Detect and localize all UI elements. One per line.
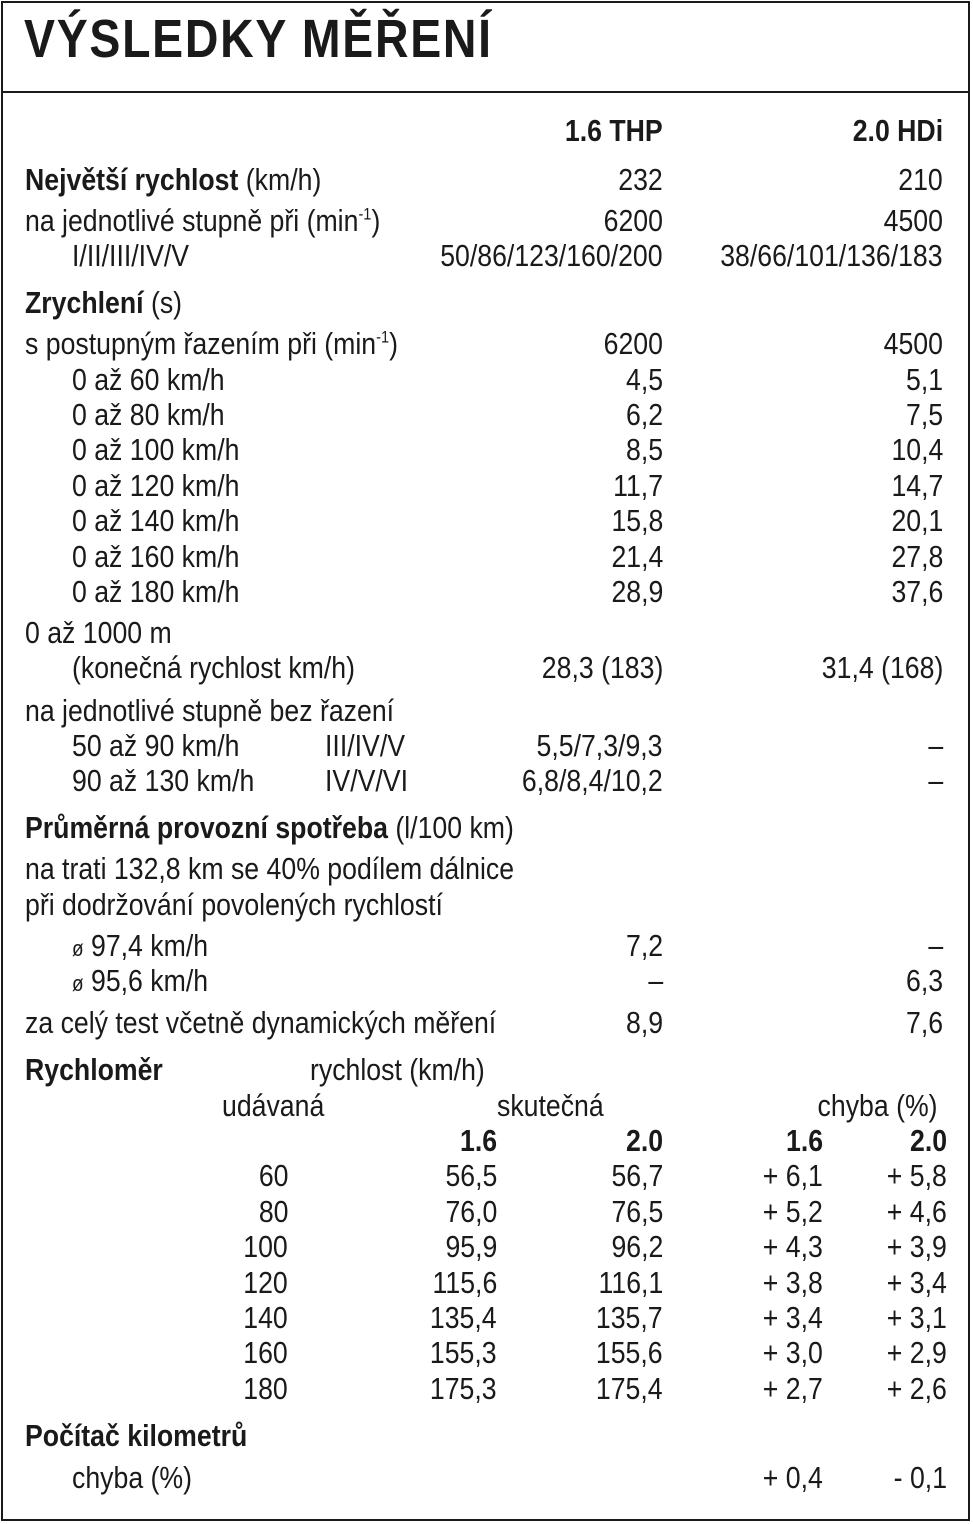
no-shift-row-label: 90 až 130 km/h — [72, 763, 255, 798]
speedometer-actual-1: 135,4 — [430, 1300, 497, 1335]
speedometer-error-1: + 4,3 — [762, 1229, 823, 1264]
acceleration-row-label: 0 až 160 km/h — [72, 539, 240, 574]
acceleration-row-value-1: 6,2 — [625, 397, 663, 432]
no-shift-row-value-2: – — [928, 728, 943, 763]
max-speed-value-1: 232 — [618, 162, 663, 197]
acceleration-label: Zrychlení — [25, 285, 144, 320]
no-shift-row-value-2: – — [928, 763, 943, 798]
acceleration-shift-sup: -1 — [376, 327, 390, 347]
acceleration-row-value-2: 10,4 — [891, 432, 943, 467]
acceleration-row-value-1: 8,5 — [625, 432, 663, 467]
speedometer-error-1: + 3,4 — [762, 1300, 823, 1335]
consumption-row-value-1: 7,2 — [625, 928, 663, 963]
speedometer-actual-1: 115,6 — [432, 1265, 497, 1300]
speedometer-indicated: 100 — [243, 1229, 288, 1264]
speedometer-indicated-label: udávaná — [222, 1088, 325, 1123]
acceleration-row-value-1: 4,5 — [625, 362, 663, 397]
speedometer-header-actual-2: 2.0 — [625, 1123, 663, 1158]
acceleration-shift-close: ) — [389, 326, 399, 361]
speedometer-actual-2: 96,2 — [611, 1229, 663, 1264]
speedometer-error-2: + 3,9 — [886, 1229, 947, 1264]
acceleration-shift-row — [25, 327, 398, 361]
consumption-row-speed: 95,6 km/h — [90, 963, 209, 998]
speedometer-error-label: chyba (%) — [817, 1088, 938, 1123]
max-speed-unit: (km/h) — [245, 162, 322, 197]
consumption-desc-line-2: při dodržování povolených rychlostí — [25, 887, 443, 922]
speedometer-speed-label: rychlost (km/h) — [310, 1052, 485, 1087]
speedometer-indicated: 80 — [258, 1194, 288, 1229]
speedometer-header-error-2: 2.0 — [909, 1123, 947, 1158]
acceleration-row-label: 0 až 180 km/h — [72, 574, 240, 609]
speedometer-actual-2: 135,7 — [596, 1300, 663, 1335]
acceleration-unit: (s) — [150, 285, 183, 320]
speedometer-actual-2: 116,1 — [598, 1265, 663, 1300]
consumption-desc-line-1: na trati 132,8 km se 40% podílem dálnice — [25, 851, 515, 886]
consumption-row-label — [72, 929, 208, 966]
speedometer-actual-1: 175,3 — [430, 1371, 497, 1406]
no-shift-row-label: 50 až 90 km/h — [72, 728, 240, 763]
odometer-error-label: chyba (%) — [72, 1460, 193, 1495]
max-speed-label: Největší rychlost — [25, 162, 239, 197]
max-speed-rpm-1: 6200 — [603, 203, 663, 238]
acceleration-row-value-1: 21,4 — [611, 539, 663, 574]
acceleration-rpm-1: 6200 — [603, 326, 663, 361]
speedometer-actual-2: 155,6 — [596, 1335, 663, 1370]
acceleration-rpm-2: 4500 — [883, 326, 943, 361]
speedometer-actual-2: 56,7 — [611, 1158, 663, 1193]
max-speed-gear-close: ) — [371, 203, 381, 238]
max-speed-gears-1: 50/86/123/160/200 — [440, 238, 663, 273]
max-speed-gears-2: 38/66/101/136/183 — [720, 238, 943, 273]
acceleration-row-label: 0 až 140 km/h — [72, 503, 240, 538]
no-shift-row-gears: III/IV/V — [325, 728, 406, 763]
consumption-row-speed: 97,4 km/h — [90, 928, 209, 963]
max-speed-gear-row — [25, 204, 380, 238]
speedometer-actual-1: 56,5 — [445, 1158, 497, 1193]
max-speed-gear-sup: -1 — [358, 204, 372, 224]
consumption-label: Průměrná provozní spotřeba — [25, 810, 388, 845]
speedometer-error-1: + 6,1 — [762, 1158, 823, 1193]
acceleration-row-label: 0 až 80 km/h — [72, 397, 225, 432]
acceleration-row-value-2: 14,7 — [891, 468, 943, 503]
acceleration-row-label: 0 až 60 km/h — [72, 362, 225, 397]
acceleration-row-value-1: 28,9 — [611, 574, 663, 609]
km-sprint-value-2: 31,4 (168) — [821, 650, 943, 685]
speedometer-actual-2: 76,5 — [611, 1194, 663, 1229]
odometer-heading: Počítač kilometrů — [25, 1418, 248, 1453]
column-header-2-0-hdi: 2.0 HDi — [852, 113, 943, 148]
km-sprint-value-1: 28,3 (183) — [541, 650, 663, 685]
speedometer-error-2: + 5,8 — [886, 1158, 947, 1193]
speedometer-error-2: + 3,4 — [886, 1265, 947, 1300]
km-sprint-label: 0 až 1000 m — [25, 615, 172, 650]
acceleration-row-value-1: 15,8 — [611, 503, 663, 538]
consumption-row-value-2: 6,3 — [905, 963, 943, 998]
max-speed-rpm-2: 4500 — [883, 203, 943, 238]
consumption-row-value-2: – — [928, 928, 943, 963]
consumption-total-1: 8,9 — [625, 1005, 663, 1040]
consumption-total-2: 7,6 — [905, 1005, 943, 1040]
acceleration-row-value-2: 5,1 — [905, 362, 943, 397]
title-divider — [3, 91, 968, 93]
speedometer-indicated: 140 — [243, 1300, 288, 1335]
consumption-row-label — [72, 964, 208, 1001]
average-symbol: ø — [72, 936, 84, 961]
no-shift-row-value-1: 5,5/7,3/9,3 — [536, 728, 663, 763]
speedometer-error-1: + 2,7 — [762, 1371, 823, 1406]
speedometer-error-2: + 2,6 — [886, 1371, 947, 1406]
consumption-unit: (l/100 km) — [395, 810, 514, 845]
average-symbol: ø — [72, 971, 84, 996]
no-shift-row-value-1: 6,8/8,4/10,2 — [522, 763, 663, 798]
speedometer-actual-1: 95,9 — [445, 1229, 497, 1264]
consumption-row-value-1: – — [648, 963, 663, 998]
acceleration-row-label: 0 až 100 km/h — [72, 432, 240, 467]
no-shift-label: na jednotlivé stupně bez řazení — [25, 693, 395, 728]
speedometer-header-error-1: 1.6 — [785, 1123, 823, 1158]
speedometer-actual-label: skutečná — [497, 1088, 604, 1123]
speedometer-error-2: + 4,6 — [886, 1194, 947, 1229]
acceleration-row-value-2: 20,1 — [891, 503, 943, 538]
acceleration-row-value-2: 27,8 — [891, 539, 943, 574]
max-speed-heading — [25, 163, 321, 197]
speedometer-indicated: 120 — [243, 1265, 288, 1300]
acceleration-row-value-1: 11,7 — [613, 468, 663, 503]
speedometer-error-2: + 2,9 — [886, 1335, 947, 1370]
speedometer-error-1: + 3,0 — [762, 1335, 823, 1370]
page-title: VÝSLEDKY MĚŘENÍ — [24, 9, 493, 69]
acceleration-row-value-2: 37,6 — [891, 574, 943, 609]
consumption-total-label: za celý test včetně dynamických měření — [25, 1005, 497, 1040]
speedometer-indicated: 60 — [258, 1158, 288, 1193]
odometer-error-2: - 0,1 — [893, 1460, 947, 1495]
acceleration-row-value-2: 7,5 — [905, 397, 943, 432]
odometer-error-1: + 0,4 — [762, 1460, 823, 1495]
acceleration-row-label: 0 až 120 km/h — [72, 468, 240, 503]
km-sprint-sublabel: (konečná rychlost km/h) — [72, 650, 355, 685]
speedometer-error-1: + 5,2 — [762, 1194, 823, 1229]
max-speed-gears-label: I/II/III/IV/V — [72, 238, 190, 273]
column-header-1-6-thp: 1.6 THP — [565, 113, 663, 148]
max-speed-gear-label: na jednotlivé stupně při (min — [25, 203, 359, 238]
no-shift-row-gears: IV/V/VI — [325, 763, 408, 798]
speedometer-actual-2: 175,4 — [596, 1371, 663, 1406]
speedometer-error-1: + 3,8 — [762, 1265, 823, 1300]
speedometer-indicated: 160 — [243, 1335, 288, 1370]
acceleration-shift-label: s postupným řazením při (min — [25, 326, 377, 361]
speedometer-indicated: 180 — [243, 1371, 288, 1406]
acceleration-heading — [25, 286, 182, 320]
speedometer-actual-1: 76,0 — [445, 1194, 497, 1229]
max-speed-value-2: 210 — [898, 162, 943, 197]
speedometer-error-2: + 3,1 — [886, 1300, 947, 1335]
consumption-heading — [25, 811, 514, 845]
speedometer-actual-1: 155,3 — [430, 1335, 497, 1370]
speedometer-heading: Rychloměr — [25, 1052, 163, 1087]
speedometer-header-actual-1: 1.6 — [459, 1123, 497, 1158]
